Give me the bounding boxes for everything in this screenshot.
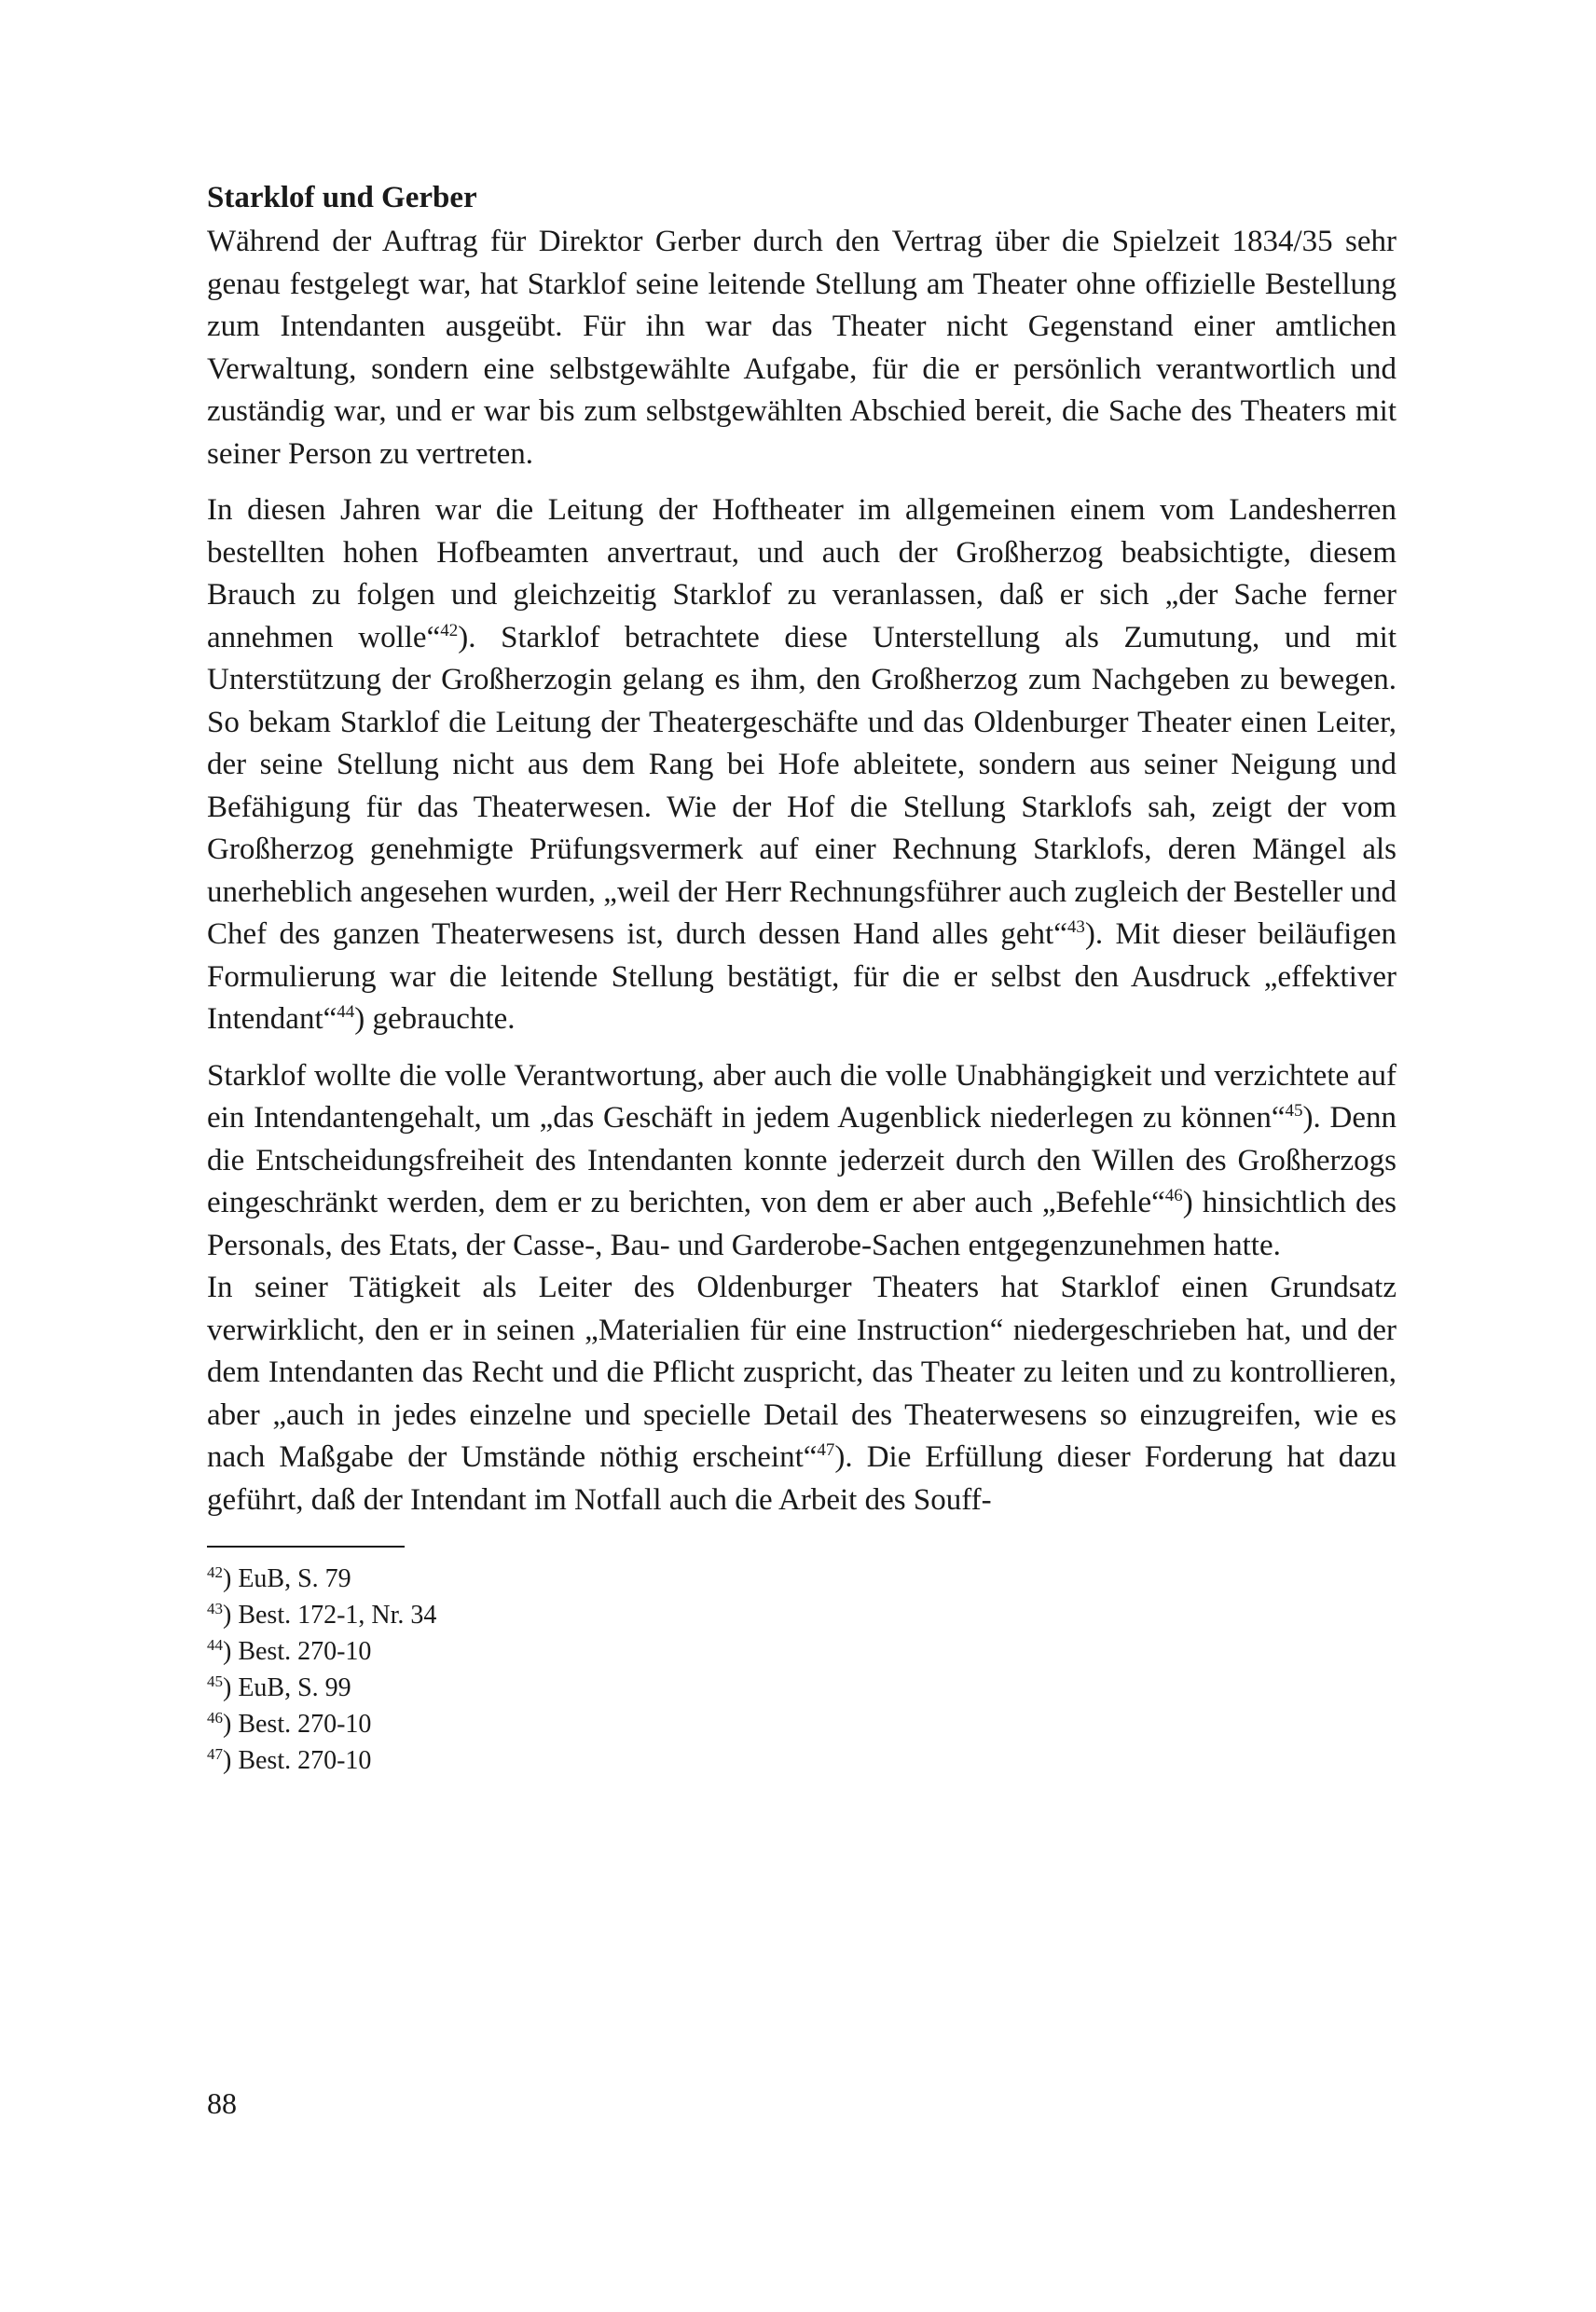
paragraph-3 — [207, 1055, 1396, 1268]
page-number: 88 — [207, 2086, 237, 2120]
footnote-42 — [207, 1561, 1396, 1597]
footnote-text: ) EuB, S. 99 — [223, 1673, 351, 1702]
footnote-number: 45 — [207, 1672, 223, 1690]
footnote-number: 47 — [207, 1745, 223, 1763]
footnote-text: ) EuB, S. 79 — [223, 1564, 351, 1593]
footnote-ref-42[interactable]: 42 — [440, 620, 459, 640]
paragraph-3-text-b: ). Denn die Entscheidungsfreiheit des Intendanten konnte jederzeit durch den Willen des Großherzogs eingeschränkt werden, dem er zu berichten, von dem er aber auch „Befehle“ — [207, 1101, 1396, 1219]
paragraph-2 — [207, 489, 1396, 1041]
paragraph-4-text-b: ). Die Erfüllung dieser Forderung hat dazu geführt, daß der Intendant im Notfall auch die Arbeit des Souff- — [207, 1440, 1396, 1517]
footnotes — [207, 1561, 1396, 1779]
paragraph-4-text-a: In seiner Tätigkeit als Leiter des Oldenburger Theaters hat Starklof einen Grundsatz verwirklicht, den er in seinen „Materialien für eine Instruction“ niedergeschrieben hat, und der dem Intendanten das Recht und die Pflicht zuspricht, das Theater zu leiten und zu kontrollieren, aber „auch in jedes einzelne und specielle Detail des Theaterwesens so einzugreifen, wie es nach Maßgabe der Umstände nöthig erscheint“ — [207, 1271, 1396, 1474]
paragraph-2-text-d: ) gebrauchte. — [354, 1002, 516, 1036]
footnote-46 — [207, 1706, 1396, 1742]
section-heading: Starklof und Gerber — [207, 181, 477, 214]
paragraph-1 — [207, 221, 1396, 475]
footnote-ref-46[interactable]: 46 — [1164, 1186, 1183, 1205]
footnote-43 — [207, 1597, 1396, 1633]
footnote-text: ) Best. 270-10 — [223, 1637, 372, 1666]
footnote-ref-44[interactable]: 44 — [337, 1002, 355, 1022]
paragraph-3-text-a: Starklof wollte die volle Verantwortung, aber auch die volle Unabhängigkeit und verzichtete auf ein Intendantengehalt, um „das Geschäft in jedem Augenblick niederlegen zu können“ — [207, 1058, 1396, 1135]
paragraph-4 — [207, 1267, 1396, 1521]
footnote-number: 42 — [207, 1563, 223, 1581]
footnote-ref-47[interactable]: 47 — [817, 1440, 835, 1460]
footnote-44 — [207, 1633, 1396, 1670]
paragraph-2-text-b: ). Starklof betrachtete diese Unterstellung als Zumutung, und mit Unterstützung der Großherzogin gelang es ihm, den Großherzog zum Nachgeben zu bewegen. So bekam Starklof die Leitung der Theatergeschäfte und das Oldenburger Theater einen Leiter, der seine Stellung nicht aus dem Rang bei Hofe ableitete, sondern aus seiner Neigung und Befähigung für das Theaterwesen. Wie der Hof die Stellung Starklofs sah, zeigt der vom Großherzog genehmigte Prüfungsvermerk auf einer Rechnung Starklofs, deren Mängel als unerheblich angesehen wurden, „weil der Herr Rechnungsführer auch zugleich der Besteller und Chef des ganzen Theaterwesens ist, durch dessen Hand alles geht“ — [207, 620, 1396, 951]
footnote-ref-45[interactable]: 45 — [1285, 1101, 1303, 1121]
footnote-divider — [207, 1546, 405, 1548]
footnote-text: ) Best. 270-10 — [223, 1746, 372, 1775]
footnote-47 — [207, 1742, 1396, 1779]
paragraph-2-text-a: In diesen Jahren war die Leitung der Hoftheater im allgemeinen einem vom Landesherren bestellten hohen Hofbeamten anvertraut, und auch der Großherzog beabsichtigte, diesem Brauch zu folgen und gleichzeitig Starklof zu veranlassen, daß er sich „der Sache ferner annehmen wolle“ — [207, 493, 1396, 654]
footnote-number: 43 — [207, 1600, 223, 1617]
footnote-number: 44 — [207, 1636, 223, 1654]
footnote-45 — [207, 1670, 1396, 1706]
footnote-text: ) Best. 172-1, Nr. 34 — [223, 1601, 437, 1630]
paragraph-1-text: Während der Auftrag für Direktor Gerber durch den Vertrag über die Spielzeit 1834/35 sehr genau festgelegt war, hat Starklof seine leitende Stellung am Theater ohne offizielle Bestellung zum Intendanten ausgeübt. Für ihn war das Theater nicht Gegenstand einer amtlichen Verwaltung, sondern eine selbstgewählte Aufgabe, für die er persönlich verantwortlich und zuständig war, und er war bis zum selbstgewählten Abschied bereit, die Sache des Theaters mit seiner Person zu vertreten. — [207, 225, 1396, 471]
page-body — [207, 177, 1396, 1779]
paragraph-3-text-c: ) hinsichtlich des Personals, des Etats, der Casse-, Bau- und Garderobe-Sachen entgegenzunehmen hatte. — [207, 1186, 1396, 1262]
footnote-ref-43[interactable]: 43 — [1066, 917, 1085, 937]
footnote-text: ) Best. 270-10 — [223, 1710, 372, 1739]
footnote-number: 46 — [207, 1709, 223, 1727]
paragraph-2-text-c: ). Mit dieser beiläufigen Formulierung war die leitende Stellung bestätigt, für die er selbst den Ausdruck „effektiver Intendant“ — [207, 917, 1396, 1036]
